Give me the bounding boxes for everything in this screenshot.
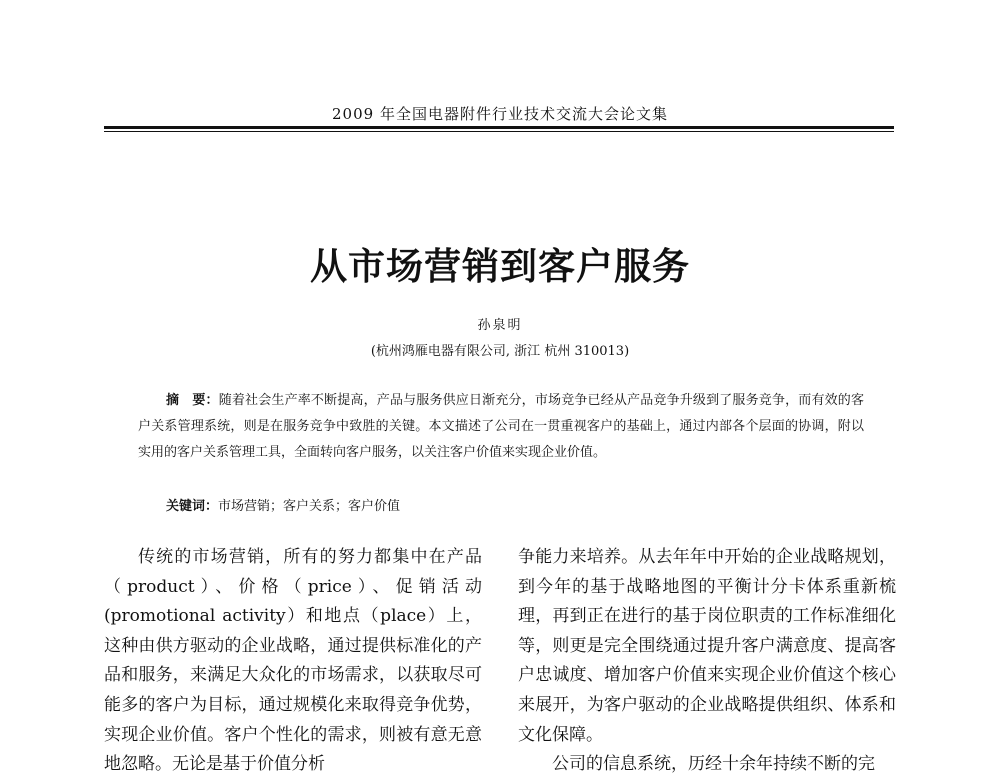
- author-name: 孙泉明: [477, 318, 523, 333]
- abstract: [138, 388, 864, 466]
- body-paragraph: 争能力来培养。从去年年中开始的企业战略规划，到今年的基于战略地图的平衡计分卡体系重新梳理，再到正在进行的基于岗位职责的工作标准细化等，则更是完全围绕通过提升客户满意度、提高客户忠诚度、增加客户价值来实现企业价值这个核心来展开，为客户驱动的企业战略提供组织、体系和文化保障。: [518, 547, 896, 745]
- keywords-label: 关键词：: [166, 499, 219, 514]
- abstract-text: 随着社会生产率不断提高，产品与服务供应日渐充分，市场竞争已经从产品竞争升级到了服务竞争，而有效的客户关系管理系统，则是在服务竞争中致胜的关键。本文描述了公司在一贯重视客户的基础上，通过内部各个层面的协调，附以实用的客户关系管理工具，全面转向客户服务，以关注客户价值来实现企业价值。: [138, 393, 864, 460]
- header-rule-thick: [104, 126, 894, 129]
- keywords: [166, 495, 866, 514]
- paper-title: 从市场营销到客户服务: [310, 244, 690, 288]
- body-column-right: [518, 543, 896, 780]
- header-rule-thin: [104, 131, 894, 132]
- body-column-left: [104, 543, 482, 780]
- body-paragraph: 传统的市场营销，所有的努力都集中在产品（product）、价格（price）、促销活动(promotional activity）和地点（place）上，这种由供方驱动的企业战略，通过提供标准化的产品和服务，来满足大众化的市场需求，以获取尽可能多的客户为目标，通过规模化来取得竞争优势，实现企业价值。客户个性化的需求，则被有意无意地忽略。无论是基于价值分析: [104, 547, 482, 775]
- running-header: 2009 年全国电器附件行业技术交流大会论文集: [332, 105, 668, 123]
- body-paragraph: 公司的信息系统，历经十余年持续不断的完: [552, 754, 875, 775]
- abstract-label: 摘 要：: [166, 393, 219, 408]
- keywords-text: 市场营销；客户关系；客户价值: [218, 499, 401, 514]
- author-affiliation: (杭州鸿雁电器有限公司, 浙江 杭州 310013): [370, 344, 630, 359]
